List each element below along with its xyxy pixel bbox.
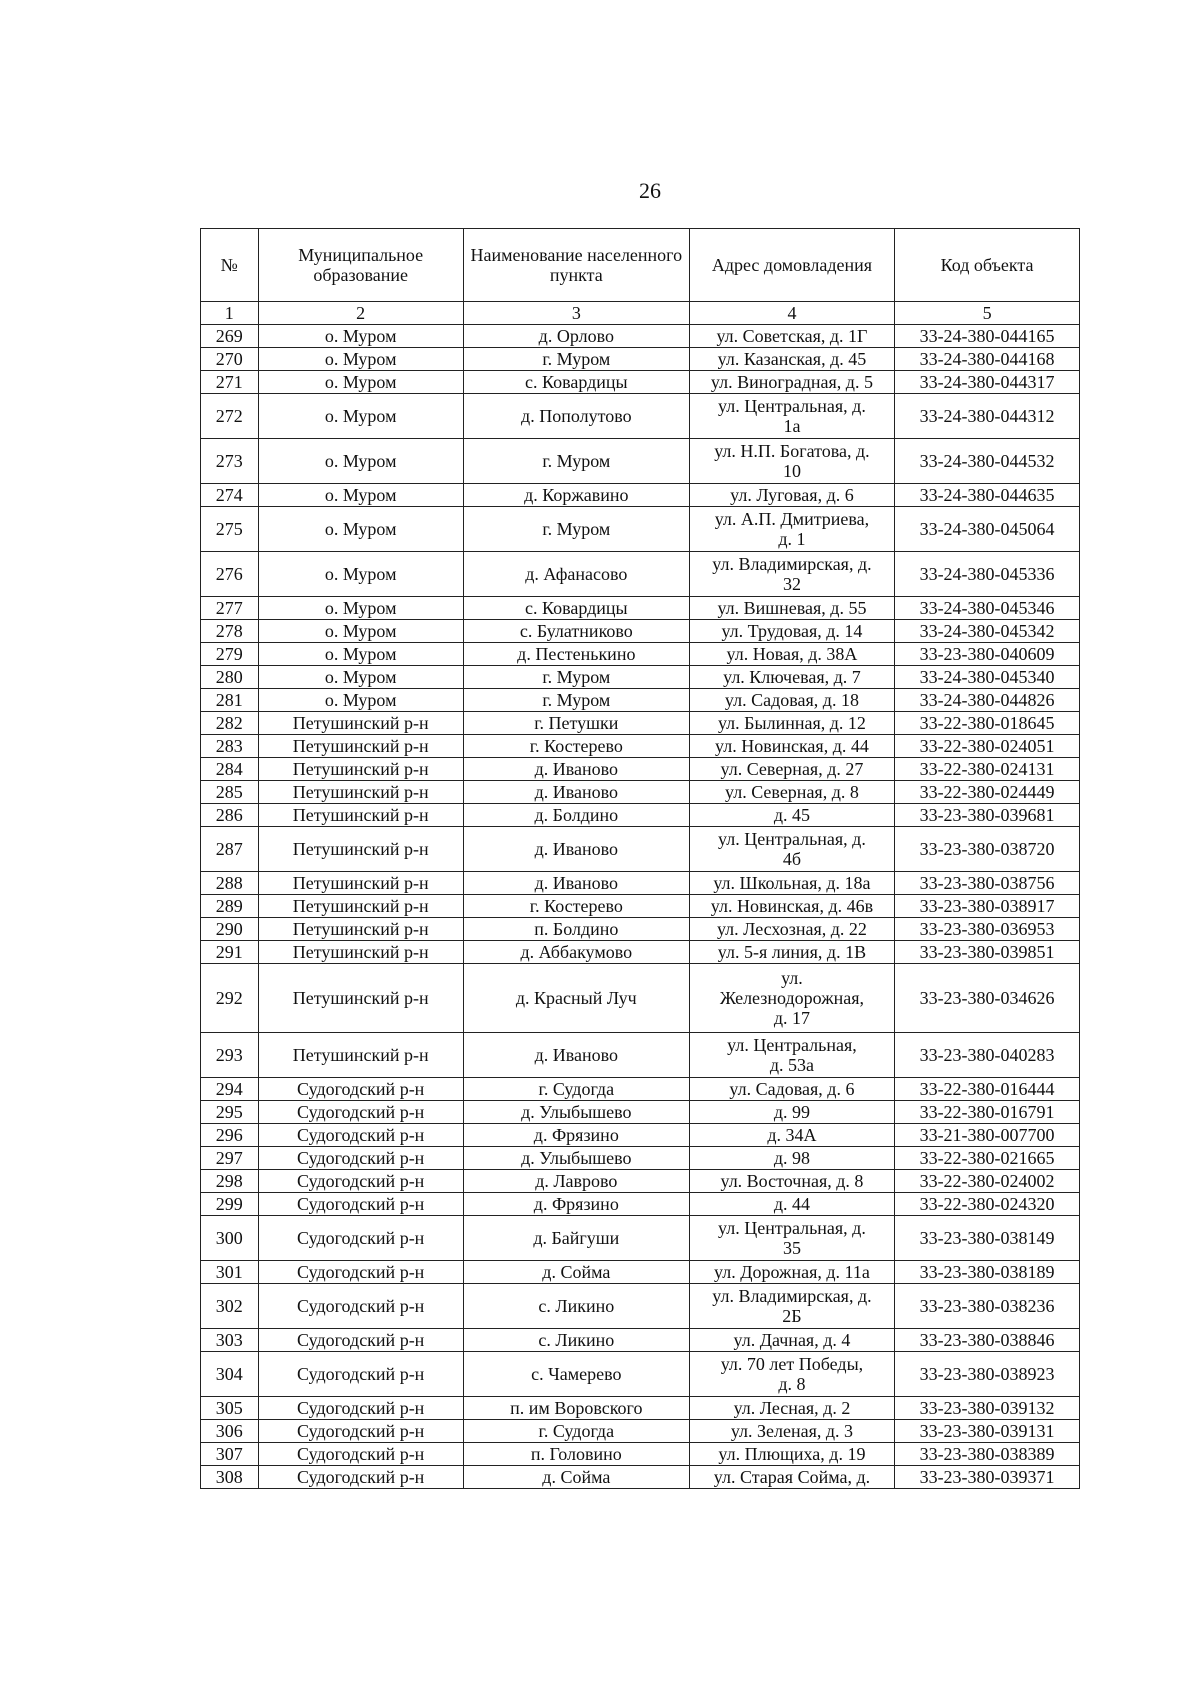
cell-municipality: Судогодский р-н (258, 1466, 463, 1489)
cell-municipality: о. Муром (258, 552, 463, 597)
cell-municipality: Петушинский р-н (258, 827, 463, 872)
cell-object-code: 33-24-380-045340 (895, 666, 1080, 689)
table-row (201, 1352, 1080, 1397)
cell-number: 293 (201, 1033, 259, 1078)
cell-municipality: Петушинский р-н (258, 872, 463, 895)
cell-settlement: д. Байгуши (463, 1216, 689, 1261)
cell-address: д. 98 (689, 1147, 894, 1170)
cell-address: ул. Северная, д. 8 (689, 781, 894, 804)
header-address: Адрес домовладения (689, 229, 894, 302)
cell-number: 291 (201, 941, 259, 964)
table-row (201, 689, 1080, 712)
header-settlement: Наименование населенного пункта (463, 229, 689, 302)
table-row (201, 735, 1080, 758)
cell-settlement: д. Иваново (463, 1033, 689, 1078)
cell-settlement: д. Фрязино (463, 1193, 689, 1216)
cell-settlement: с. Чамерево (463, 1352, 689, 1397)
cell-object-code: 33-23-380-039851 (895, 941, 1080, 964)
cell-address: ул. Железнодорожная, д. 17 (689, 964, 894, 1033)
cell-object-code: 33-24-380-044635 (895, 484, 1080, 507)
table-row (201, 1124, 1080, 1147)
cell-settlement: д. Пополутово (463, 394, 689, 439)
cell-object-code: 33-23-380-039132 (895, 1397, 1080, 1420)
table-row (201, 1193, 1080, 1216)
table-row (201, 1170, 1080, 1193)
cell-object-code: 33-23-380-036953 (895, 918, 1080, 941)
cell-municipality: Судогодский р-н (258, 1216, 463, 1261)
table-row (201, 872, 1080, 895)
cell-municipality: Судогодский р-н (258, 1420, 463, 1443)
cell-address: ул. Школьная, д. 18а (689, 872, 894, 895)
cell-settlement: д. Сойма (463, 1261, 689, 1284)
cell-address: ул. Советская, д. 1Г (689, 325, 894, 348)
cell-object-code: 33-21-380-007700 (895, 1124, 1080, 1147)
table-row (201, 597, 1080, 620)
cell-address: ул. Центральная, д. 4б (689, 827, 894, 872)
cell-municipality: Судогодский р-н (258, 1284, 463, 1329)
cell-address: ул. Садовая, д. 18 (689, 689, 894, 712)
cell-object-code: 33-22-380-024002 (895, 1170, 1080, 1193)
header-row (201, 229, 1080, 302)
cell-number: 275 (201, 507, 259, 552)
cell-number: 274 (201, 484, 259, 507)
cell-settlement: с. Ликино (463, 1329, 689, 1352)
cell-object-code: 33-22-380-016791 (895, 1101, 1080, 1124)
table-row (201, 666, 1080, 689)
page-number: 26 (639, 178, 661, 203)
cell-address: д. 44 (689, 1193, 894, 1216)
cell-address: ул. Старая Сойма, д. (689, 1466, 894, 1489)
cell-municipality: о. Муром (258, 325, 463, 348)
table-row (201, 918, 1080, 941)
cell-address: ул. Новая, д. 38А (689, 643, 894, 666)
cell-object-code: 33-22-380-024051 (895, 735, 1080, 758)
table-row (201, 1033, 1080, 1078)
column-number: 5 (895, 302, 1080, 325)
cell-settlement: г. Петушки (463, 712, 689, 735)
cell-settlement: п. им Воровского (463, 1397, 689, 1420)
cell-address: ул. Зеленая, д. 3 (689, 1420, 894, 1443)
cell-settlement: г. Костерево (463, 735, 689, 758)
cell-object-code: 33-22-380-024131 (895, 758, 1080, 781)
cell-settlement: д. Пестенькино (463, 643, 689, 666)
cell-settlement: д. Сойма (463, 1466, 689, 1489)
table-row (201, 964, 1080, 1033)
table-row (201, 1329, 1080, 1352)
cell-number: 308 (201, 1466, 259, 1489)
cell-number: 304 (201, 1352, 259, 1397)
table-row (201, 371, 1080, 394)
cell-number: 297 (201, 1147, 259, 1170)
cell-settlement: д. Иваново (463, 758, 689, 781)
cell-object-code: 33-23-380-038389 (895, 1443, 1080, 1466)
header-municipality: Муниципальное образование (258, 229, 463, 302)
cell-number: 294 (201, 1078, 259, 1101)
cell-object-code: 33-23-380-038189 (895, 1261, 1080, 1284)
table-row (201, 325, 1080, 348)
cell-number: 273 (201, 439, 259, 484)
cell-number: 282 (201, 712, 259, 735)
cell-address: ул. Трудовая, д. 14 (689, 620, 894, 643)
cell-municipality: Судогодский р-н (258, 1261, 463, 1284)
cell-municipality: Петушинский р-н (258, 1033, 463, 1078)
cell-settlement: д. Иваново (463, 872, 689, 895)
cell-address: ул. Лесхозная, д. 22 (689, 918, 894, 941)
cell-number: 269 (201, 325, 259, 348)
cell-settlement: с. Ковардицы (463, 597, 689, 620)
cell-settlement: с. Ковардицы (463, 371, 689, 394)
cell-object-code: 33-23-380-038917 (895, 895, 1080, 918)
address-table (200, 228, 1080, 1489)
table-row (201, 552, 1080, 597)
cell-number: 289 (201, 895, 259, 918)
cell-municipality: о. Муром (258, 348, 463, 371)
cell-number: 290 (201, 918, 259, 941)
cell-settlement: г. Судогда (463, 1078, 689, 1101)
cell-municipality: о. Муром (258, 394, 463, 439)
table-row (201, 507, 1080, 552)
cell-number: 299 (201, 1193, 259, 1216)
cell-settlement: д. Лаврово (463, 1170, 689, 1193)
cell-address: ул. Центральная, д. 53а (689, 1033, 894, 1078)
cell-municipality: о. Муром (258, 620, 463, 643)
cell-number: 306 (201, 1420, 259, 1443)
cell-municipality: Петушинский р-н (258, 735, 463, 758)
cell-address: ул. Былинная, д. 12 (689, 712, 894, 735)
cell-settlement: д. Красный Луч (463, 964, 689, 1033)
table-row (201, 643, 1080, 666)
cell-object-code: 33-23-380-038923 (895, 1352, 1080, 1397)
cell-municipality: Судогодский р-н (258, 1443, 463, 1466)
cell-object-code: 33-23-380-038236 (895, 1284, 1080, 1329)
cell-object-code: 33-23-380-040283 (895, 1033, 1080, 1078)
cell-address: ул. Центральная, д. 1а (689, 394, 894, 439)
cell-address: ул. Лесная, д. 2 (689, 1397, 894, 1420)
cell-municipality: о. Муром (258, 439, 463, 484)
cell-municipality: о. Муром (258, 597, 463, 620)
cell-number: 302 (201, 1284, 259, 1329)
table-row (201, 348, 1080, 371)
cell-object-code: 33-23-380-039681 (895, 804, 1080, 827)
cell-settlement: г. Костерево (463, 895, 689, 918)
table-row (201, 712, 1080, 735)
cell-number: 285 (201, 781, 259, 804)
cell-municipality: Судогодский р-н (258, 1397, 463, 1420)
cell-number: 305 (201, 1397, 259, 1420)
cell-object-code: 33-24-380-044312 (895, 394, 1080, 439)
cell-address: ул. 5-я линия, д. 1В (689, 941, 894, 964)
column-number: 4 (689, 302, 894, 325)
table-row (201, 620, 1080, 643)
cell-address: ул. Восточная, д. 8 (689, 1170, 894, 1193)
cell-number: 298 (201, 1170, 259, 1193)
table-row (201, 484, 1080, 507)
table-row (201, 827, 1080, 872)
column-number: 1 (201, 302, 259, 325)
table-row (201, 1420, 1080, 1443)
cell-address: ул. Садовая, д. 6 (689, 1078, 894, 1101)
cell-number: 278 (201, 620, 259, 643)
cell-address: ул. Казанская, д. 45 (689, 348, 894, 371)
cell-municipality: о. Муром (258, 507, 463, 552)
cell-number: 292 (201, 964, 259, 1033)
cell-settlement: д. Коржавино (463, 484, 689, 507)
cell-address: ул. Владимирская, д. 2Б (689, 1284, 894, 1329)
cell-number: 272 (201, 394, 259, 439)
cell-number: 295 (201, 1101, 259, 1124)
cell-settlement: д. Орлово (463, 325, 689, 348)
table-row (201, 1078, 1080, 1101)
cell-municipality: Судогодский р-н (258, 1170, 463, 1193)
cell-address: ул. Дорожная, д. 11а (689, 1261, 894, 1284)
cell-settlement: с. Булатниково (463, 620, 689, 643)
cell-municipality: Петушинский р-н (258, 941, 463, 964)
table-row (201, 758, 1080, 781)
cell-object-code: 33-23-380-038846 (895, 1329, 1080, 1352)
cell-municipality: Петушинский р-н (258, 781, 463, 804)
header-object-code: Код объекта (895, 229, 1080, 302)
cell-object-code: 33-22-380-018645 (895, 712, 1080, 735)
cell-municipality: Петушинский р-н (258, 712, 463, 735)
cell-number: 276 (201, 552, 259, 597)
cell-number: 300 (201, 1216, 259, 1261)
cell-object-code: 33-23-380-038149 (895, 1216, 1080, 1261)
cell-address: д. 34А (689, 1124, 894, 1147)
cell-object-code: 33-24-380-045064 (895, 507, 1080, 552)
cell-settlement: г. Муром (463, 348, 689, 371)
table-row (201, 394, 1080, 439)
cell-municipality: Судогодский р-н (258, 1101, 463, 1124)
cell-settlement: г. Муром (463, 439, 689, 484)
cell-object-code: 33-24-380-044826 (895, 689, 1080, 712)
table-body (201, 325, 1080, 1489)
cell-object-code: 33-23-380-039131 (895, 1420, 1080, 1443)
cell-object-code: 33-24-380-044317 (895, 371, 1080, 394)
cell-address: ул. Новинская, д. 46в (689, 895, 894, 918)
table-row (201, 1466, 1080, 1489)
cell-municipality: Петушинский р-н (258, 964, 463, 1033)
cell-number: 279 (201, 643, 259, 666)
cell-number: 287 (201, 827, 259, 872)
cell-object-code: 33-23-380-034626 (895, 964, 1080, 1033)
cell-settlement: д. Иваново (463, 827, 689, 872)
cell-address: ул. Виноградная, д. 5 (689, 371, 894, 394)
cell-object-code: 33-22-380-024449 (895, 781, 1080, 804)
cell-municipality: Петушинский р-н (258, 918, 463, 941)
cell-settlement: г. Муром (463, 507, 689, 552)
cell-number: 280 (201, 666, 259, 689)
cell-number: 281 (201, 689, 259, 712)
table-row (201, 804, 1080, 827)
cell-municipality: Судогодский р-н (258, 1193, 463, 1216)
cell-object-code: 33-23-380-039371 (895, 1466, 1080, 1489)
column-number: 3 (463, 302, 689, 325)
cell-municipality: Петушинский р-н (258, 758, 463, 781)
cell-object-code: 33-23-380-038756 (895, 872, 1080, 895)
cell-address: ул. Центральная, д. 35 (689, 1216, 894, 1261)
table-row (201, 941, 1080, 964)
table-row (201, 1216, 1080, 1261)
cell-number: 286 (201, 804, 259, 827)
cell-address: ул. Ключевая, д. 7 (689, 666, 894, 689)
cell-settlement: д. Улыбышево (463, 1147, 689, 1170)
cell-address: ул. Луговая, д. 6 (689, 484, 894, 507)
cell-number: 288 (201, 872, 259, 895)
cell-settlement: д. Болдино (463, 804, 689, 827)
cell-settlement: д. Улыбышево (463, 1101, 689, 1124)
cell-number: 303 (201, 1329, 259, 1352)
column-number-row (201, 302, 1080, 325)
cell-settlement: г. Муром (463, 666, 689, 689)
cell-object-code: 33-24-380-045342 (895, 620, 1080, 643)
cell-municipality: о. Муром (258, 643, 463, 666)
cell-municipality: Судогодский р-н (258, 1124, 463, 1147)
cell-address: ул. 70 лет Победы, д. 8 (689, 1352, 894, 1397)
cell-number: 284 (201, 758, 259, 781)
cell-object-code: 33-22-380-024320 (895, 1193, 1080, 1216)
cell-settlement: г. Судогда (463, 1420, 689, 1443)
cell-address: ул. Дачная, д. 4 (689, 1329, 894, 1352)
cell-object-code: 33-24-380-045346 (895, 597, 1080, 620)
cell-number: 307 (201, 1443, 259, 1466)
cell-municipality: Судогодский р-н (258, 1078, 463, 1101)
cell-settlement: д. Фрязино (463, 1124, 689, 1147)
cell-address: ул. Вишневая, д. 55 (689, 597, 894, 620)
cell-settlement: п. Болдино (463, 918, 689, 941)
cell-municipality: о. Муром (258, 689, 463, 712)
cell-number: 277 (201, 597, 259, 620)
cell-address: ул. Н.П. Богатова, д. 10 (689, 439, 894, 484)
cell-settlement: д. Афанасово (463, 552, 689, 597)
cell-object-code: 33-23-380-038720 (895, 827, 1080, 872)
cell-municipality: Судогодский р-н (258, 1329, 463, 1352)
table-row (201, 1147, 1080, 1170)
table-row (201, 439, 1080, 484)
cell-municipality: Петушинский р-н (258, 895, 463, 918)
cell-number: 301 (201, 1261, 259, 1284)
column-number: 2 (258, 302, 463, 325)
cell-address: ул. Владимирская, д. 32 (689, 552, 894, 597)
table-row (201, 781, 1080, 804)
cell-municipality: о. Муром (258, 666, 463, 689)
cell-municipality: Судогодский р-н (258, 1147, 463, 1170)
cell-object-code: 33-22-380-021665 (895, 1147, 1080, 1170)
table-row (201, 1101, 1080, 1124)
cell-object-code: 33-22-380-016444 (895, 1078, 1080, 1101)
table-row (201, 1443, 1080, 1466)
cell-address: ул. А.П. Дмитриева, д. 1 (689, 507, 894, 552)
cell-object-code: 33-24-380-045336 (895, 552, 1080, 597)
cell-municipality: о. Муром (258, 484, 463, 507)
cell-settlement: с. Ликино (463, 1284, 689, 1329)
cell-number: 270 (201, 348, 259, 371)
cell-address: ул. Плющиха, д. 19 (689, 1443, 894, 1466)
cell-address: ул. Северная, д. 27 (689, 758, 894, 781)
cell-address: д. 99 (689, 1101, 894, 1124)
cell-number: 283 (201, 735, 259, 758)
header-number: № (201, 229, 259, 302)
table-row (201, 1284, 1080, 1329)
cell-number: 271 (201, 371, 259, 394)
cell-object-code: 33-24-380-044532 (895, 439, 1080, 484)
cell-municipality: о. Муром (258, 371, 463, 394)
cell-settlement: д. Иваново (463, 781, 689, 804)
cell-object-code: 33-23-380-040609 (895, 643, 1080, 666)
cell-municipality: Петушинский р-н (258, 804, 463, 827)
cell-address: ул. Новинская, д. 44 (689, 735, 894, 758)
cell-object-code: 33-24-380-044165 (895, 325, 1080, 348)
table-row (201, 1261, 1080, 1284)
cell-settlement: п. Головино (463, 1443, 689, 1466)
cell-address: д. 45 (689, 804, 894, 827)
cell-number: 296 (201, 1124, 259, 1147)
table-row (201, 895, 1080, 918)
cell-settlement: г. Муром (463, 689, 689, 712)
cell-municipality: Судогодский р-н (258, 1352, 463, 1397)
cell-object-code: 33-24-380-044168 (895, 348, 1080, 371)
table-row (201, 1397, 1080, 1420)
cell-settlement: д. Аббакумово (463, 941, 689, 964)
